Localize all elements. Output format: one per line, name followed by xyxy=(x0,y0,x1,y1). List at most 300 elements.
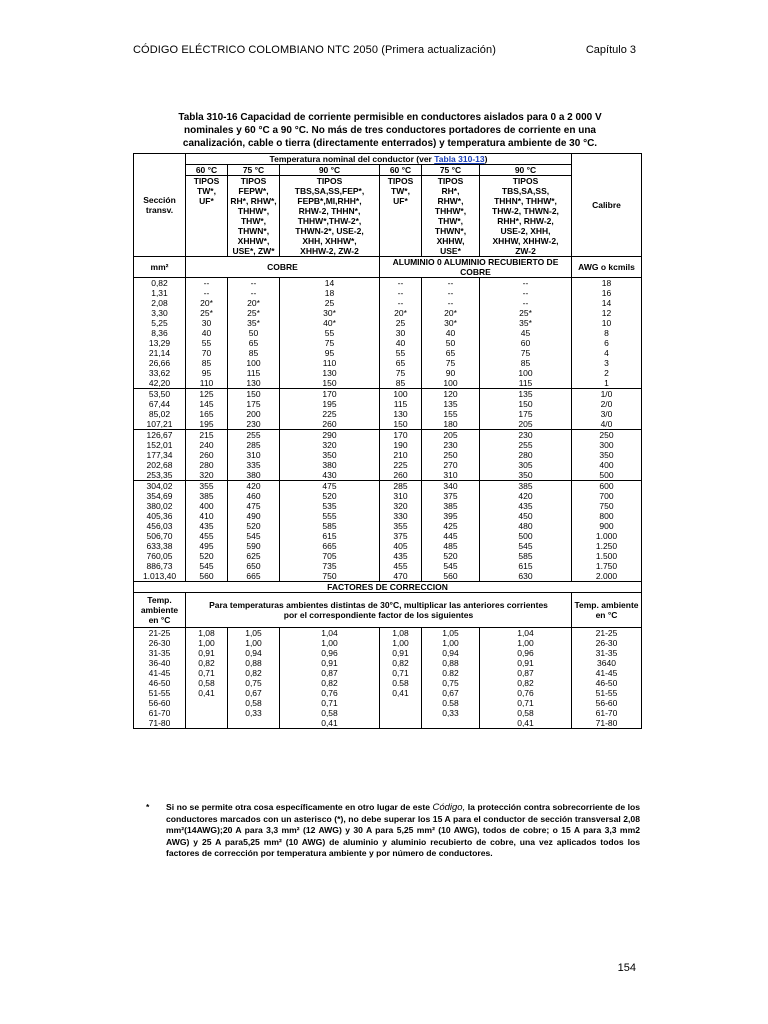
factor-cell: 56-60 xyxy=(572,698,642,708)
table-cell: 130 xyxy=(228,378,280,389)
factor-cell: 1,00 xyxy=(480,638,572,648)
table-cell: 430 xyxy=(280,470,380,481)
factor-cell: 41-45 xyxy=(572,668,642,678)
table-cell: -- xyxy=(228,288,280,298)
table-cell: 30* xyxy=(422,318,480,328)
table-cell: 150 xyxy=(480,399,572,409)
table-cell: 126,67 xyxy=(134,430,186,441)
factor-cell: 0,58 xyxy=(186,678,228,688)
conductor-types-5: TIPOS TBS,SA,SS, THHN*, THHW*, THW-2, THWN-2, RHH*, RHW-2, USE-2, XHH, XHHW, XHHW-2, ZW-2 xyxy=(480,176,572,257)
table-cell: 100 xyxy=(480,368,572,378)
factor-cell: 0,88 xyxy=(228,658,280,668)
table-cell: 175 xyxy=(228,399,280,409)
table-cell: 135 xyxy=(480,389,572,400)
temp-header-3: 60 °C xyxy=(380,165,422,176)
factor-cell: 1,00 xyxy=(280,638,380,648)
table-cell: 10 xyxy=(572,318,642,328)
factor-row xyxy=(134,628,642,639)
table-cell: 170 xyxy=(380,430,422,441)
table-cell: 40* xyxy=(280,318,380,328)
factor-cell: 0,71 xyxy=(186,668,228,678)
table-cell: 35* xyxy=(228,318,280,328)
table-cell: 615 xyxy=(280,531,380,541)
factor-cell: 0,41 xyxy=(380,688,422,698)
table-cell: 380 xyxy=(228,470,280,481)
table-cell: 800 xyxy=(572,511,642,521)
table-cell: 195 xyxy=(280,399,380,409)
table-cell: 650 xyxy=(228,561,280,571)
table-cell: 385 xyxy=(480,481,572,492)
temp-header-4: 75 °C xyxy=(422,165,480,176)
table-cell: 385 xyxy=(186,491,228,501)
factor-row xyxy=(134,638,642,648)
temp-header-2: 90 °C xyxy=(280,165,380,176)
factor-cell: 0,41 xyxy=(186,688,228,698)
table-cell: 30 xyxy=(380,328,422,338)
factor-cell: 1,00 xyxy=(422,638,480,648)
factor-cell: 31-35 xyxy=(134,648,186,658)
table-cell: 4 xyxy=(572,348,642,358)
table-cell: 480 xyxy=(480,521,572,531)
table-cell: 506,70 xyxy=(134,531,186,541)
table-cell: -- xyxy=(480,298,572,308)
factor-cell: 31-35 xyxy=(572,648,642,658)
table-row xyxy=(134,419,642,430)
table-cell: 285 xyxy=(380,481,422,492)
factor-row xyxy=(134,688,642,698)
table-cell: 1.500 xyxy=(572,551,642,561)
conductor-types-2: TIPOS TBS,SA,SS,FEP*, FEPB*,MI,RHH*, RHW-2, THHN*, THHW*,THW-2*, THWN-2*, USE-2, XHH, XHHW*, XHHW-2, ZW-2 xyxy=(280,176,380,257)
table-cell: 150 xyxy=(380,419,422,430)
factor-cell: 26-30 xyxy=(134,638,186,648)
table-cell: 25* xyxy=(480,308,572,318)
factor-cell: 0,82 xyxy=(228,668,280,678)
table-cell: 425 xyxy=(422,521,480,531)
factor-cell: 46-50 xyxy=(572,678,642,688)
table-cell: 420 xyxy=(480,491,572,501)
factores-header: FACTORES DE CORRECCION xyxy=(134,582,642,593)
factor-cell: 0,91 xyxy=(380,648,422,658)
table-cell: 253,35 xyxy=(134,470,186,481)
factor-cell: 0,87 xyxy=(280,668,380,678)
table-cell: 202,68 xyxy=(134,460,186,470)
factor-cell: 0,91 xyxy=(480,658,572,668)
table-cell: 250 xyxy=(422,450,480,460)
table-row xyxy=(134,298,642,308)
table-cell: 55 xyxy=(186,338,228,348)
table-cell: -- xyxy=(380,278,422,289)
factor-cell: 0,71 xyxy=(380,668,422,678)
factor-cell: 0,96 xyxy=(280,648,380,658)
table-cell: 177,34 xyxy=(134,450,186,460)
factor-cell: 71-80 xyxy=(572,718,642,729)
table-cell: 590 xyxy=(228,541,280,551)
table-cell: 60 xyxy=(480,338,572,348)
table-cell: 320 xyxy=(380,501,422,511)
document-header-title: CÓDIGO ELÉCTRICO COLOMBIANO NTC 2050 (Primera actualización) xyxy=(133,44,496,56)
mm2-header: mm² xyxy=(134,257,186,278)
table-cell: 195 xyxy=(186,419,228,430)
table-cell: 310 xyxy=(380,491,422,501)
table-cell: 125 xyxy=(186,389,228,400)
factor-cell: 1,08 xyxy=(380,628,422,639)
factor-cell: 0,58 xyxy=(480,708,572,718)
table-cell: 2,08 xyxy=(134,298,186,308)
table-cell: 170 xyxy=(280,389,380,400)
factor-cell: 0,33 xyxy=(422,708,480,718)
factor-cell: 0,41 xyxy=(280,718,380,729)
table-cell: 545 xyxy=(186,561,228,571)
table-cell: 395 xyxy=(422,511,480,521)
table-cell: 600 xyxy=(572,481,642,492)
table-cell: 130 xyxy=(380,409,422,419)
table-cell: 1 xyxy=(572,378,642,389)
table-cell: 555 xyxy=(280,511,380,521)
table-row xyxy=(134,531,642,541)
table-cell: 165 xyxy=(186,409,228,419)
table-cell: 33,62 xyxy=(134,368,186,378)
table-cell: 330 xyxy=(380,511,422,521)
factor-cell: 0,33 xyxy=(228,708,280,718)
aluminio-header: ALUMINIO 0 ALUMINIO RECUBIERTO DE COBRE xyxy=(380,257,572,278)
table-cell: -- xyxy=(480,288,572,298)
table-cell: -- xyxy=(228,278,280,289)
table-cell: 42,20 xyxy=(134,378,186,389)
table-cell: 285 xyxy=(228,440,280,450)
factor-cell: 0,88 xyxy=(422,658,480,668)
table-cell: 405,36 xyxy=(134,511,186,521)
table-cell: 95 xyxy=(280,348,380,358)
table-cell: 350 xyxy=(280,450,380,460)
table-cell: 14 xyxy=(280,278,380,289)
temp-ambiente-right-header: Temp. ambiente en °C xyxy=(572,593,642,628)
factor-cell: 56-60 xyxy=(134,698,186,708)
awg-header: AWG o kcmils xyxy=(572,257,642,278)
table-cell: 107,21 xyxy=(134,419,186,430)
factor-cell: 3640 xyxy=(572,658,642,668)
table-cell: 886,73 xyxy=(134,561,186,571)
table-cell: 12 xyxy=(572,308,642,318)
table-cell: 456,03 xyxy=(134,521,186,531)
table-cell: 355 xyxy=(186,481,228,492)
table-cell: 6 xyxy=(572,338,642,348)
table-cell: 16 xyxy=(572,288,642,298)
table-cell: 320 xyxy=(280,440,380,450)
table-cell: 85 xyxy=(380,378,422,389)
table-cell: 65 xyxy=(380,358,422,368)
table-cell: 152,01 xyxy=(134,440,186,450)
table-cell: 70 xyxy=(186,348,228,358)
table-cell: 115 xyxy=(380,399,422,409)
table-row xyxy=(134,481,642,492)
table-cell: 1/0 xyxy=(572,389,642,400)
table-cell: 5,25 xyxy=(134,318,186,328)
table-cell: 26,66 xyxy=(134,358,186,368)
table-cell: 40 xyxy=(186,328,228,338)
table-cell: 13,29 xyxy=(134,338,186,348)
table-cell: 20* xyxy=(186,298,228,308)
factor-cell: 0,67 xyxy=(422,688,480,698)
table-row xyxy=(134,378,642,389)
table-cell: 3,30 xyxy=(134,308,186,318)
factor-cell: 71-80 xyxy=(134,718,186,729)
table-cell: 615 xyxy=(480,561,572,571)
factor-cell: 0,41 xyxy=(480,718,572,729)
table-cell: 354,69 xyxy=(134,491,186,501)
factor-cell: 0,82 xyxy=(186,658,228,668)
factor-cell: 0,58 xyxy=(280,708,380,718)
temp-header-prefix: Temperatura nominal del conductor (ver xyxy=(269,154,435,164)
table-cell: 630 xyxy=(480,571,572,582)
table-row xyxy=(134,358,642,368)
table-cell: 25* xyxy=(228,308,280,318)
table-cell: 460 xyxy=(228,491,280,501)
factor-cell xyxy=(186,708,228,718)
table-cell: 4/0 xyxy=(572,419,642,430)
table-cell: -- xyxy=(380,298,422,308)
table-cell: 135 xyxy=(422,399,480,409)
table-cell: 100 xyxy=(380,389,422,400)
table-cell: 55 xyxy=(280,328,380,338)
table-cell: 445 xyxy=(422,531,480,541)
table-cell: 20* xyxy=(422,308,480,318)
table-cell: 495 xyxy=(186,541,228,551)
table-cell: 65 xyxy=(228,338,280,348)
table-cell: 705 xyxy=(280,551,380,561)
factor-cell xyxy=(228,718,280,729)
table-cell: 665 xyxy=(280,541,380,551)
table-cell: 375 xyxy=(380,531,422,541)
factor-row xyxy=(134,658,642,668)
temp-header-1: 75 °C xyxy=(228,165,280,176)
factor-cell xyxy=(380,708,422,718)
table-cell: 435 xyxy=(186,521,228,531)
table-cell: 3 xyxy=(572,358,642,368)
table-cell: -- xyxy=(422,298,480,308)
table-cell: 475 xyxy=(280,481,380,492)
factor-cell: 1,05 xyxy=(422,628,480,639)
table-cell: -- xyxy=(186,288,228,298)
factor-cell: 0,91 xyxy=(186,648,228,658)
table-cell: 633,38 xyxy=(134,541,186,551)
factor-cell: 41-45 xyxy=(134,668,186,678)
table-cell: 520 xyxy=(422,551,480,561)
conductor-types-0: TIPOS TW*, UF* xyxy=(186,176,228,257)
table-cell: 560 xyxy=(186,571,228,582)
table-row xyxy=(134,551,642,561)
factor-cell: 0,71 xyxy=(280,698,380,708)
factor-cell: 0,67 xyxy=(228,688,280,698)
table-cell: 1.000 xyxy=(572,531,642,541)
table-cell: 50 xyxy=(228,328,280,338)
table-cell: 485 xyxy=(422,541,480,551)
table-cell: 340 xyxy=(422,481,480,492)
factores-description: Para temperaturas ambientes distintas de 30°C, multiplicar las anteriores corrientes por el correspondiente factor de los siguientes xyxy=(186,593,572,628)
table-cell: 470 xyxy=(380,571,422,582)
table-row xyxy=(134,338,642,348)
factor-cell: 1,05 xyxy=(228,628,280,639)
chapter-label: Capítulo 3 xyxy=(585,44,636,56)
calibre-header: Calibre xyxy=(572,154,642,257)
table-cell: 700 xyxy=(572,491,642,501)
table-cell: 255 xyxy=(480,440,572,450)
table-row xyxy=(134,368,642,378)
table-cell: 110 xyxy=(186,378,228,389)
table-cell: 65 xyxy=(422,348,480,358)
factor-cell: 0,96 xyxy=(480,648,572,658)
table-cell: 180 xyxy=(422,419,480,430)
table-cell: 545 xyxy=(422,561,480,571)
table-cell: 475 xyxy=(228,501,280,511)
temp-header-0: 60 °C xyxy=(186,165,228,176)
table-cell: 205 xyxy=(480,419,572,430)
table-cell: 45 xyxy=(480,328,572,338)
factor-cell xyxy=(186,698,228,708)
table-cell: 53,50 xyxy=(134,389,186,400)
table-cell: 750 xyxy=(280,571,380,582)
table-row xyxy=(134,430,642,441)
table-cell: 310 xyxy=(422,470,480,481)
table-cell: 8,36 xyxy=(134,328,186,338)
factor-cell: 0,71 xyxy=(480,698,572,708)
table-cell: 625 xyxy=(228,551,280,561)
table-cell: 210 xyxy=(380,450,422,460)
table-row xyxy=(134,440,642,450)
table-cell: 230 xyxy=(228,419,280,430)
table-cell: 40 xyxy=(422,328,480,338)
factor-cell: 1,00 xyxy=(228,638,280,648)
table-cell: 50 xyxy=(422,338,480,348)
table-cell: 75 xyxy=(480,348,572,358)
factor-cell xyxy=(380,698,422,708)
table-row xyxy=(134,409,642,419)
table-cell: 30 xyxy=(186,318,228,328)
table-cell: 585 xyxy=(480,551,572,561)
table-cell: 18 xyxy=(280,288,380,298)
factor-cell: 1,00 xyxy=(380,638,422,648)
table-cell: 500 xyxy=(572,470,642,481)
factor-cell: 21-25 xyxy=(572,628,642,639)
temp-header-5: 90 °C xyxy=(480,165,572,176)
table-cell: 435 xyxy=(480,501,572,511)
footnote-text-2: la protección contra sobrecorriente de los conductores marcados con un asterisco (*), no debe superar los 15 A para el conductor de sección transversal 2,08 mm²(14AWG);20 A para 3,3 mm² (12 AWG) y 30 A para 5,25 mm² (10 AWG), todos de cobre; o 15 A para 3,3 mm2 AWG) y 25 A para5,25 mm² (10 AWG) de aluminio y aluminio recubierto de cobre, una vez aplicados todos los factores de corrección por temperatura ambiente y por número de conductores. xyxy=(166,802,641,858)
factor-cell xyxy=(422,718,480,729)
factor-cell: 0,94 xyxy=(422,648,480,658)
table-cell: 435 xyxy=(380,551,422,561)
factor-cell: 21-25 xyxy=(134,628,186,639)
table-cell: 230 xyxy=(422,440,480,450)
factor-cell: 61-70 xyxy=(572,708,642,718)
table-cell: 2 xyxy=(572,368,642,378)
table-cell: 85 xyxy=(480,358,572,368)
factor-cell: 0.82 xyxy=(422,668,480,678)
table-cell: 400 xyxy=(186,501,228,511)
table-cell: 155 xyxy=(422,409,480,419)
table-cell: 350 xyxy=(480,470,572,481)
table-row xyxy=(134,571,642,582)
table-row xyxy=(134,278,642,289)
table-cell: 25* xyxy=(186,308,228,318)
table-cell: 520 xyxy=(228,521,280,531)
table-cell: 350 xyxy=(572,450,642,460)
table-cell: 35* xyxy=(480,318,572,328)
table-row xyxy=(134,328,642,338)
table-cell: 750 xyxy=(572,501,642,511)
table-cell: 545 xyxy=(480,541,572,551)
table-cell: 1.750 xyxy=(572,561,642,571)
factor-cell: 0,75 xyxy=(228,678,280,688)
table-cell: 130 xyxy=(280,368,380,378)
table-cell: 21,14 xyxy=(134,348,186,358)
factor-cell: 26-30 xyxy=(572,638,642,648)
table-title: Tabla 310-16 Capacidad de corriente permisible en conductores aislados para 0 a 2 000 V nominales y 60 °C a 90 °C. No más de tres conductores portadores de corriente en una canalización, cable o tierra (directamente enterrados) y temperatura ambiente de 30 °C. xyxy=(178,112,602,149)
table-cell: 90 xyxy=(422,368,480,378)
factor-cell: 0,82 xyxy=(480,678,572,688)
table-cell: 310 xyxy=(228,450,280,460)
table-cell: 400 xyxy=(572,460,642,470)
table-cell: 75 xyxy=(422,358,480,368)
table-cell: 420 xyxy=(228,481,280,492)
factor-cell: 1,04 xyxy=(480,628,572,639)
table-cell: 20* xyxy=(380,308,422,318)
table-row xyxy=(134,318,642,328)
table-cell: 3/0 xyxy=(572,409,642,419)
table-cell: 535 xyxy=(280,501,380,511)
table-cell: 900 xyxy=(572,521,642,531)
factor-row xyxy=(134,668,642,678)
tabla-310-13-link[interactable]: Tabla 310-13 xyxy=(434,154,485,164)
table-cell: 405 xyxy=(380,541,422,551)
factor-cell: 1,04 xyxy=(280,628,380,639)
conductor-types-1: TIPOS FEPW*, RH*, RHW*, THHW*, THW*, THWN*, XHHW*, USE*, ZW* xyxy=(228,176,280,257)
table-row xyxy=(134,389,642,400)
table-cell: 260 xyxy=(186,450,228,460)
table-cell: 100 xyxy=(228,358,280,368)
table-cell: 355 xyxy=(380,521,422,531)
table-cell: -- xyxy=(422,278,480,289)
table-cell: -- xyxy=(380,288,422,298)
cobre-header: COBRE xyxy=(186,257,380,278)
table-cell: 75 xyxy=(380,368,422,378)
table-row xyxy=(134,308,642,318)
table-cell: 240 xyxy=(186,440,228,450)
table-cell: 380 xyxy=(280,460,380,470)
table-row xyxy=(134,348,642,358)
table-cell: 67,44 xyxy=(134,399,186,409)
table-cell: 110 xyxy=(280,358,380,368)
table-cell: 120 xyxy=(422,389,480,400)
table-cell: 200 xyxy=(228,409,280,419)
table-cell: 8 xyxy=(572,328,642,338)
table-row xyxy=(134,399,642,409)
table-cell: -- xyxy=(422,288,480,298)
table-cell: 385 xyxy=(422,501,480,511)
table-row xyxy=(134,561,642,571)
table-cell: 25 xyxy=(280,298,380,308)
table-cell: 145 xyxy=(186,399,228,409)
table-cell: 1.250 xyxy=(572,541,642,551)
table-cell: 1.013,40 xyxy=(134,571,186,582)
table-cell: 380,02 xyxy=(134,501,186,511)
factor-row xyxy=(134,708,642,718)
factor-cell: 0.58 xyxy=(422,698,480,708)
table-cell: 545 xyxy=(228,531,280,541)
factor-cell: 36-40 xyxy=(134,658,186,668)
table-cell: 150 xyxy=(228,389,280,400)
table-cell: 760,05 xyxy=(134,551,186,561)
seccion-header: Sección transv. xyxy=(134,154,186,257)
factor-cell: 51-55 xyxy=(572,688,642,698)
